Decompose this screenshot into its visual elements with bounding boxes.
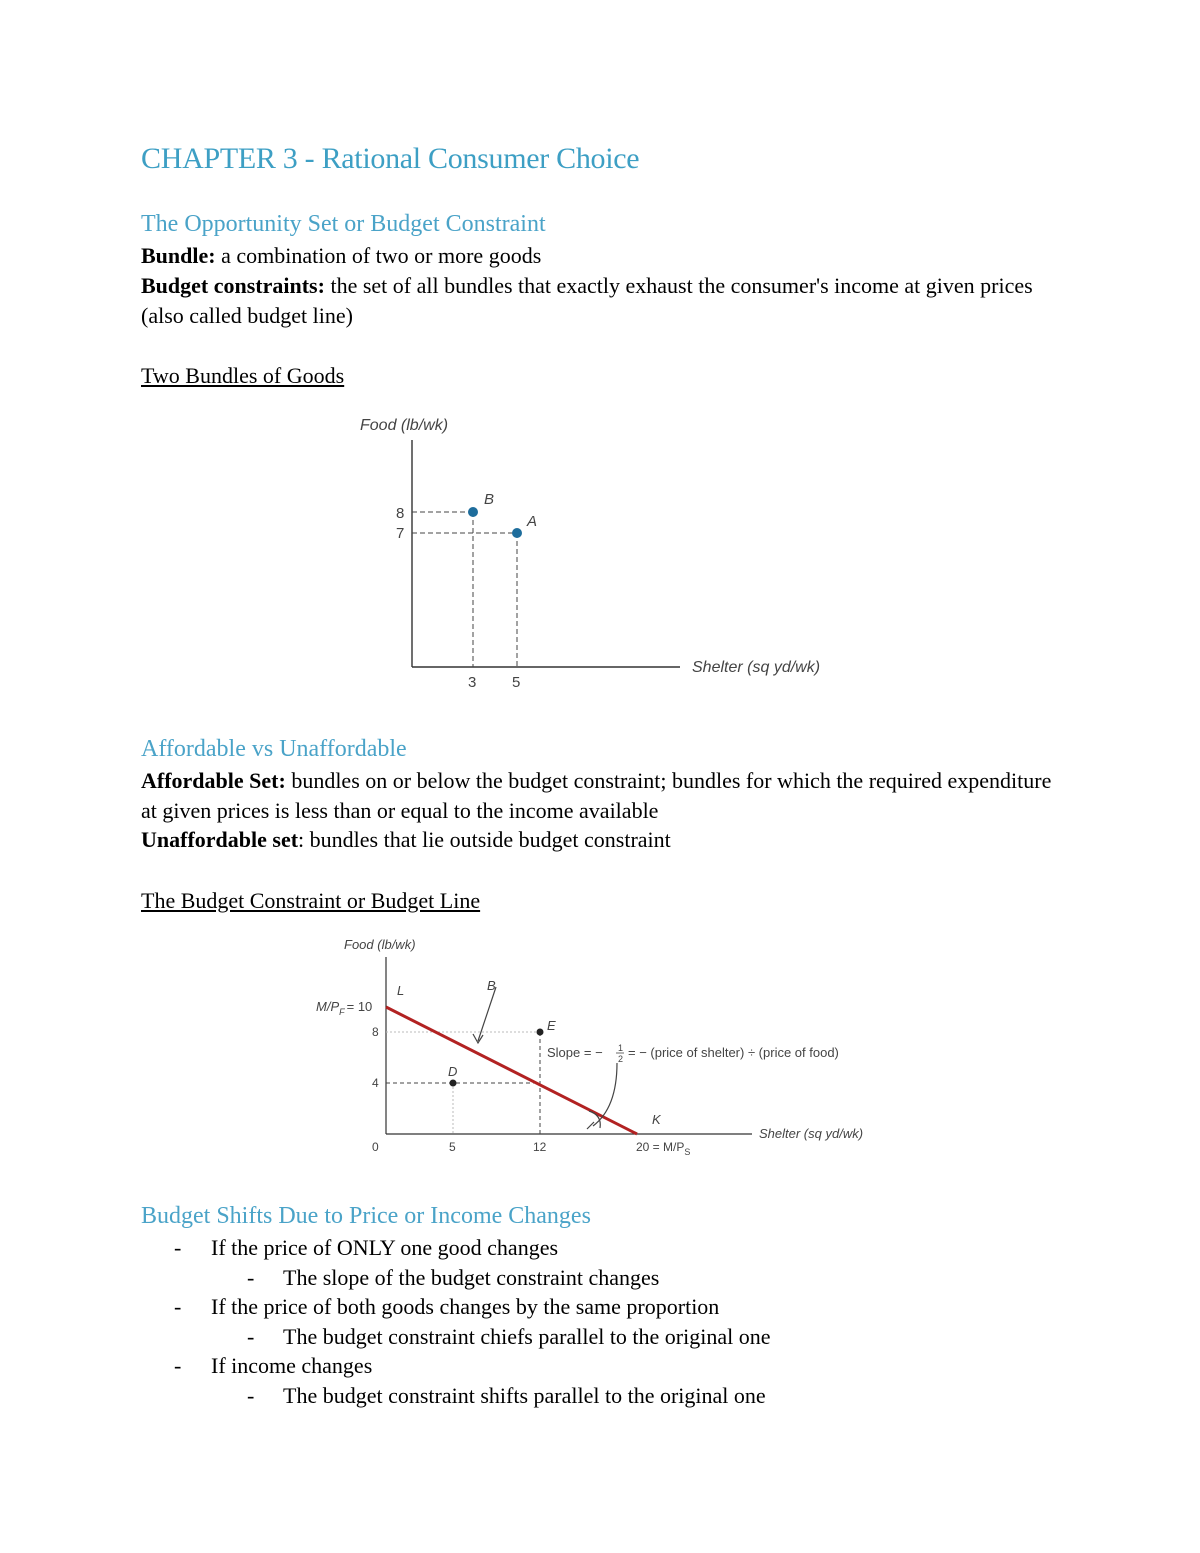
affordable-def: bundles on or below the budget constraint; bundles for which the required expenditure at given prices is less than or equal to the income available: [141, 768, 1052, 823]
fig2-y-tick-4: 4: [372, 1076, 379, 1090]
page-title: CHAPTER 3 - Rational Consumer Choice: [141, 142, 640, 175]
bundle-def: a combination of two or more goods: [215, 243, 542, 268]
affordable-term: Affordable Set:: [141, 768, 286, 793]
unaffordable-term: Unaffordable set: [141, 827, 299, 852]
fig2-y-intercept-label: $M/P_F = 10$: [316, 999, 373, 1017]
fig2-x-tick-5: 5: [449, 1140, 456, 1154]
fig2-point-d: [450, 1080, 457, 1087]
fig1-point-a-label: A: [527, 513, 538, 530]
fig1-x-tick-5: 5: [512, 674, 521, 691]
fig2-arrow-label-b: B: [487, 978, 496, 993]
fig2-arrow-b: [478, 987, 496, 1041]
fig1-x-axis-label: Shelter (sq yd/wk): [692, 659, 821, 676]
bundle-definition: [141, 241, 1071, 271]
figure1-heading: Two Bundles of Goods: [141, 363, 345, 388]
figure2-heading: The Budget Constraint or Budget Line: [141, 888, 481, 913]
fig2-point-l-label: L: [397, 983, 405, 998]
fig2-point-e: [537, 1029, 544, 1036]
fig2-y-axis-label: Food (lb/wk): [344, 937, 416, 952]
fig2-point-k-label: K: [652, 1112, 661, 1127]
section-heading-opportunity-set: The Opportunity Set or Budget Constraint: [141, 211, 546, 237]
fig2-x-tick-12: 12: [533, 1140, 547, 1154]
section-heading-budget-shifts: Budget Shifts Due to Price or Income Changes: [141, 1203, 591, 1229]
unaffordable-def: : bundles that lie outside budget constraint: [298, 827, 671, 852]
document-page: CHAPTER 3 - Rational Consumer Choice The Opportunity Set or Budget Constraint Bundle: a combination of two or more goods Budget constraints: the set of all bundles that exactly exhaust the consumer's income at given prices (also called budget line) Two Bundles of Goods Food (lb/wk) Shelter (sq yd/wk) B A 8 7 3 5 Affordable vs Unaffordable Affordable Set: bundles on or below the budget constraint; bundles for which the required expenditure at given prices is less than or equal to the income available Unaffordable set: bundles that lie outside budget constraint The Budget Constraint or Budget Line Food (lb/wk) Shelter (sq yd/wk) B L E D K $M/P_F = 10$ 8 4 0 5 12 $20 = M/P_S$ Slope = − 1 2 = − (price of shelter) ÷ (price of food) Budget Shifts Due to Price or Income Changes - If the price of ONLY one good changes - The slope of the budget constraint changes - If the price of both goods changes by the same proportion - The budget constraint chiefs parallel to the original one - If income changes - The budget constraint shifts parallel to the original one: [0, 0, 1200, 1553]
fig1-point-a: [512, 528, 522, 538]
fig1-point-b: [468, 507, 478, 517]
unaffordable-definition: [141, 825, 1071, 855]
fig2-point-e-label: E: [547, 1018, 556, 1033]
fig2-point-d-label: D: [448, 1064, 458, 1079]
fig1-point-b-label: B: [484, 491, 495, 508]
fig2-x-tick-20: $20 = M/P_S$: [636, 1140, 691, 1157]
fig2-y-tick-8: 8: [372, 1025, 379, 1039]
section-heading-affordable: Affordable vs Unaffordable: [141, 736, 407, 762]
budget-term: Budget constraints:: [141, 273, 325, 298]
fig1-x-tick-3: 3: [468, 674, 477, 691]
two-bundles-chart: [340, 405, 860, 695]
fig2-slope-suffix: = − (price of shelter) ÷ (price of food): [628, 1045, 839, 1060]
fig2-slope-denominator: 2: [618, 1054, 624, 1064]
affordable-definition: [141, 766, 1071, 826]
fig2-arrow-b-head: [473, 1034, 483, 1043]
fig1-y-axis-label: Food (lb/wk): [360, 417, 449, 434]
fig2-x-tick-0: 0: [372, 1140, 379, 1154]
fig2-slope-annotation: Slope = −: [547, 1045, 603, 1060]
fig2-budget-line: [386, 1007, 637, 1134]
fig1-y-tick-7: 7: [396, 525, 405, 542]
budget-line-layer: [386, 1007, 637, 1134]
fig2-x-axis-label: Shelter (sq yd/wk): [759, 1126, 864, 1141]
budget-line-chart: [300, 930, 900, 1165]
budget-constraint-definition: [141, 271, 1071, 331]
fig1-y-tick-8: 8: [396, 505, 405, 522]
fig2-slope-numerator: 1: [618, 1043, 624, 1053]
budget-def: the set of all bundles that exactly exhaust the consumer's income at given prices (also called budget line): [141, 273, 1033, 328]
bundle-term: Bundle:: [141, 243, 216, 268]
